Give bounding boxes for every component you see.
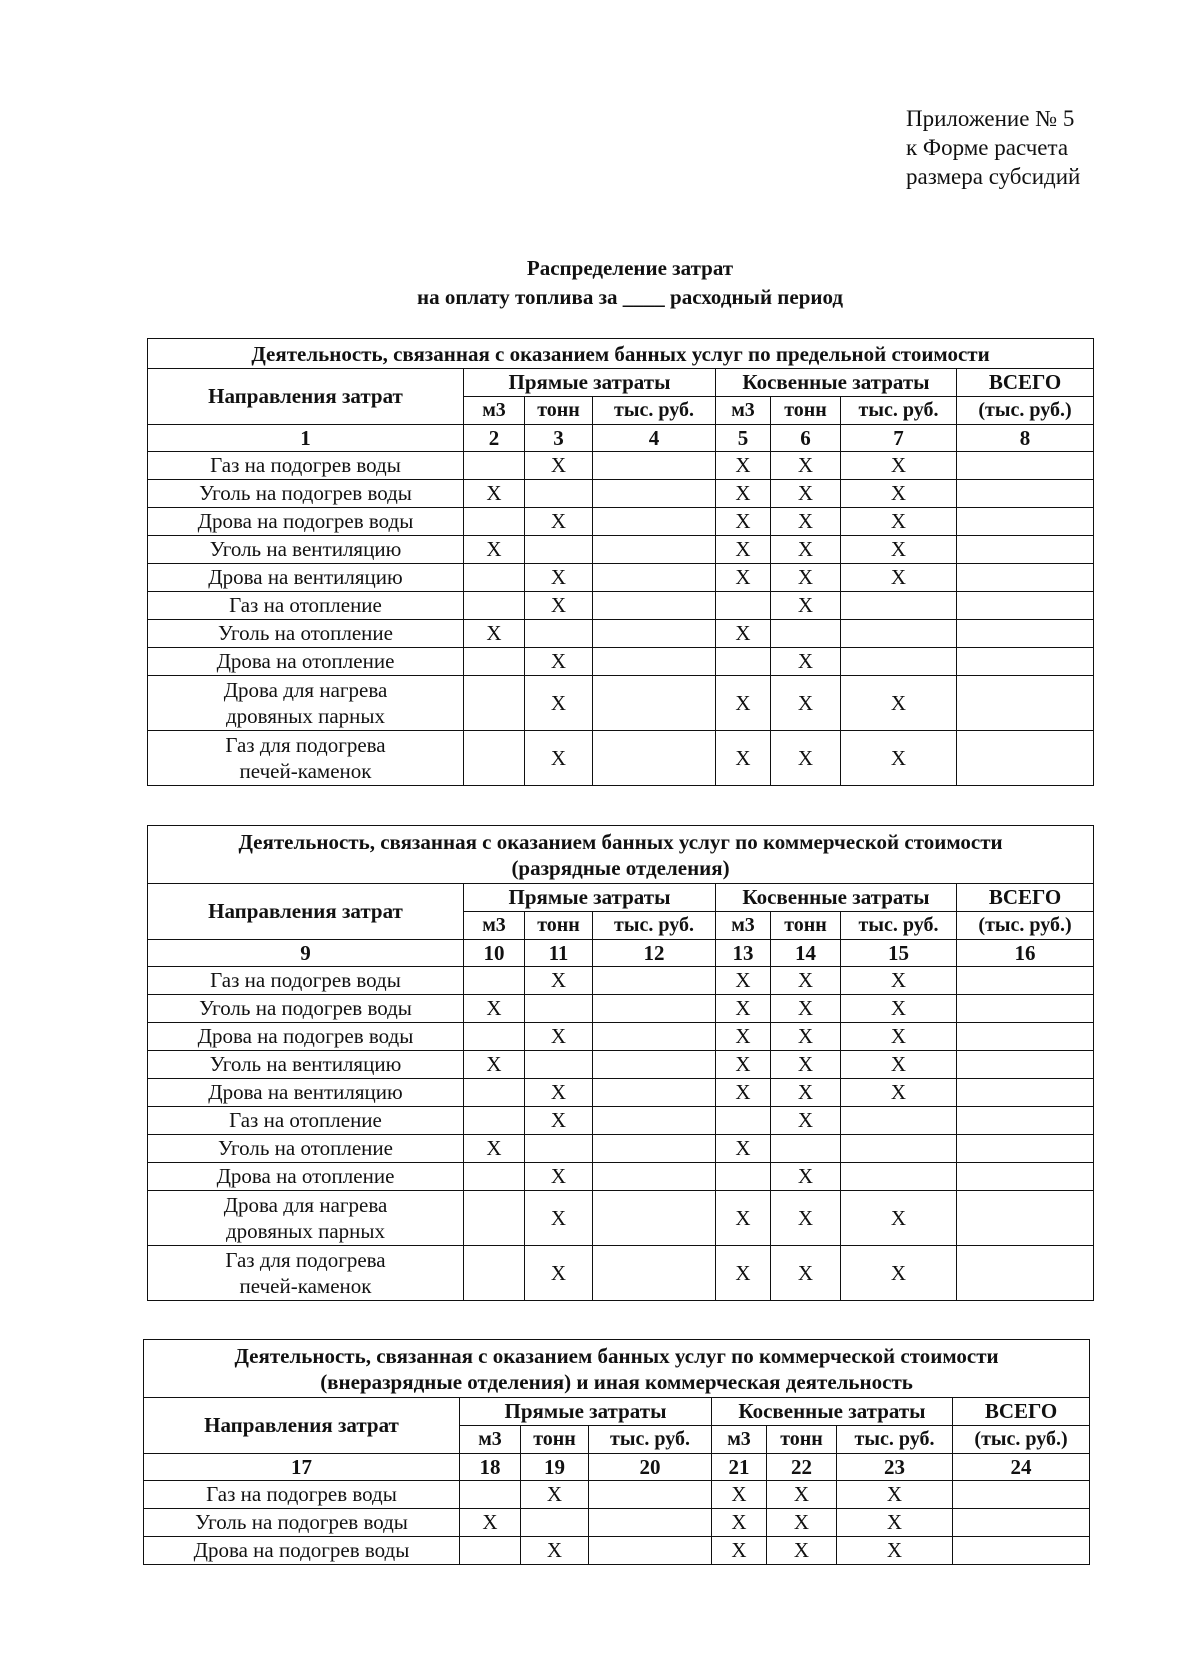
empty-cell — [957, 648, 1094, 676]
empty-cell — [589, 1509, 712, 1537]
empty-cell — [464, 731, 525, 786]
empty-cell — [593, 592, 716, 620]
empty-cell — [957, 1107, 1094, 1135]
row-label-line-1: Дрова для нагрева — [223, 1193, 388, 1217]
directions-header: Направления затрат — [144, 1398, 460, 1454]
indirect-costs-header: Косвенные затраты — [716, 884, 957, 912]
column-number: 9 — [148, 940, 464, 967]
not-applicable-mark: Х — [771, 1107, 841, 1135]
not-applicable-mark: Х — [771, 508, 841, 536]
directions-header: Направления затрат — [148, 884, 464, 940]
empty-cell — [957, 620, 1094, 648]
not-applicable-mark: Х — [712, 1481, 767, 1509]
empty-cell — [957, 676, 1094, 731]
cost-table-1 — [147, 338, 1094, 786]
not-applicable-mark: Х — [841, 731, 957, 786]
empty-cell — [957, 536, 1094, 564]
row-label-line-2: печей-каменок — [239, 759, 372, 783]
not-applicable-mark: Х — [525, 1246, 593, 1301]
not-applicable-mark: Х — [525, 452, 593, 480]
not-applicable-mark: Х — [525, 1107, 593, 1135]
empty-cell — [841, 620, 957, 648]
indirect-costs-header: Косвенные затраты — [716, 369, 957, 397]
not-applicable-mark: Х — [521, 1481, 589, 1509]
table-row — [144, 1537, 1090, 1565]
column-number: 6 — [771, 425, 841, 452]
empty-cell — [593, 564, 716, 592]
not-applicable-mark: Х — [771, 1246, 841, 1301]
unit-m3-header: м3 — [712, 1426, 767, 1454]
empty-cell — [593, 508, 716, 536]
row-label: Уголь на отопление — [148, 620, 464, 648]
row-label: Газ на подогрев воды — [148, 452, 464, 480]
not-applicable-mark: Х — [841, 480, 957, 508]
not-applicable-mark: Х — [771, 1191, 841, 1246]
unit-m3-header: м3 — [464, 397, 525, 425]
column-number: 13 — [716, 940, 771, 967]
not-applicable-mark: Х — [464, 1051, 525, 1079]
appendix-line-3: размера субсидий — [906, 164, 1081, 189]
not-applicable-mark: Х — [716, 1051, 771, 1079]
section-title — [148, 826, 1094, 884]
unit-m3-header: м3 — [460, 1426, 521, 1454]
row-label: Дрова на подогрев воды — [144, 1537, 460, 1565]
empty-cell — [841, 648, 957, 676]
empty-cell — [716, 1107, 771, 1135]
unit-rub-header: тыс. руб. — [837, 1426, 953, 1454]
empty-cell — [464, 592, 525, 620]
table-row — [148, 564, 1094, 592]
not-applicable-mark: Х — [525, 1079, 593, 1107]
empty-cell — [771, 620, 841, 648]
table-row — [148, 1079, 1094, 1107]
appendix-line-2: к Форме расчета — [906, 135, 1069, 160]
empty-cell — [460, 1481, 521, 1509]
not-applicable-mark: Х — [771, 1163, 841, 1191]
not-applicable-mark: Х — [525, 731, 593, 786]
empty-cell — [957, 1023, 1094, 1051]
not-applicable-mark: Х — [464, 536, 525, 564]
total-header: ВСЕГО — [957, 369, 1094, 397]
not-applicable-mark: Х — [525, 1023, 593, 1051]
not-applicable-mark: Х — [841, 676, 957, 731]
not-applicable-mark: Х — [837, 1509, 953, 1537]
table-row — [148, 1135, 1094, 1163]
empty-cell — [953, 1537, 1090, 1565]
cost-table-2 — [147, 825, 1094, 1301]
empty-cell — [593, 620, 716, 648]
row-label: Дрова на подогрев воды — [148, 1023, 464, 1051]
empty-cell — [464, 508, 525, 536]
not-applicable-mark: Х — [712, 1509, 767, 1537]
empty-cell — [957, 1051, 1094, 1079]
unit-ton-header: тонн — [767, 1426, 837, 1454]
empty-cell — [593, 995, 716, 1023]
not-applicable-mark: Х — [464, 1135, 525, 1163]
not-applicable-mark: Х — [464, 995, 525, 1023]
row-label-line-2: дровяных парных — [226, 704, 385, 728]
section-title — [144, 1340, 1090, 1398]
empty-cell — [464, 648, 525, 676]
empty-cell — [593, 1051, 716, 1079]
empty-cell — [716, 1163, 771, 1191]
not-applicable-mark: Х — [525, 564, 593, 592]
document-title — [300, 254, 960, 312]
empty-cell — [464, 676, 525, 731]
column-number: 2 — [464, 425, 525, 452]
total-header: ВСЕГО — [953, 1398, 1090, 1426]
appendix-line-1: Приложение № 5 — [906, 106, 1075, 131]
not-applicable-mark: Х — [525, 967, 593, 995]
not-applicable-mark: Х — [771, 452, 841, 480]
empty-cell — [593, 1135, 716, 1163]
not-applicable-mark: Х — [841, 1246, 957, 1301]
not-applicable-mark: Х — [525, 508, 593, 536]
not-applicable-mark: Х — [521, 1537, 589, 1565]
table-row — [148, 620, 1094, 648]
column-number: 5 — [716, 425, 771, 452]
empty-cell — [593, 1246, 716, 1301]
column-number: 23 — [837, 1454, 953, 1481]
column-number: 19 — [521, 1454, 589, 1481]
not-applicable-mark: Х — [841, 1191, 957, 1246]
empty-cell — [957, 452, 1094, 480]
not-applicable-mark: Х — [716, 508, 771, 536]
row-label: Дрова на отопление — [148, 1163, 464, 1191]
row-label: Дрова на отопление — [148, 648, 464, 676]
column-number: 12 — [593, 940, 716, 967]
not-applicable-mark: Х — [716, 995, 771, 1023]
empty-cell — [464, 1079, 525, 1107]
cost-table-3 — [143, 1339, 1090, 1565]
not-applicable-mark: Х — [525, 592, 593, 620]
not-applicable-mark: Х — [716, 620, 771, 648]
row-label-line-1: Дрова для нагрева — [223, 678, 388, 702]
not-applicable-mark: Х — [716, 731, 771, 786]
empty-cell — [593, 967, 716, 995]
row-label: Дрова на подогрев воды — [148, 508, 464, 536]
not-applicable-mark: Х — [841, 1051, 957, 1079]
row-label: Уголь на подогрев воды — [148, 480, 464, 508]
not-applicable-mark: Х — [841, 452, 957, 480]
directions-header: Направления затрат — [148, 369, 464, 425]
not-applicable-mark: Х — [525, 676, 593, 731]
unit-ton-header: тонн — [771, 397, 841, 425]
column-number: 14 — [771, 940, 841, 967]
empty-cell — [841, 1163, 957, 1191]
table-row — [148, 967, 1094, 995]
empty-cell — [525, 1051, 593, 1079]
empty-cell — [593, 452, 716, 480]
column-number: 10 — [464, 940, 525, 967]
column-number: 8 — [957, 425, 1094, 452]
section-title-line-2: (внеразрядные отделения) и иная коммерческая деятельность — [320, 1369, 913, 1394]
empty-cell — [464, 1107, 525, 1135]
empty-cell — [593, 1107, 716, 1135]
table-row — [148, 1246, 1094, 1301]
not-applicable-mark: Х — [716, 1079, 771, 1107]
unit-ton-header: тонн — [521, 1426, 589, 1454]
empty-cell — [464, 1023, 525, 1051]
title-line-2: на оплату топлива за ____ расходный период — [416, 285, 844, 309]
empty-cell — [593, 676, 716, 731]
empty-cell — [593, 1191, 716, 1246]
total-unit-header: (тыс. руб.) — [957, 912, 1094, 940]
not-applicable-mark: Х — [771, 564, 841, 592]
not-applicable-mark: Х — [767, 1481, 837, 1509]
empty-cell — [771, 1135, 841, 1163]
empty-cell — [593, 1079, 716, 1107]
column-number: 21 — [712, 1454, 767, 1481]
row-label: Уголь на подогрев воды — [144, 1509, 460, 1537]
empty-cell — [716, 648, 771, 676]
row-label: Уголь на подогрев воды — [148, 995, 464, 1023]
not-applicable-mark: Х — [771, 967, 841, 995]
not-applicable-mark: Х — [841, 536, 957, 564]
not-applicable-mark: Х — [712, 1537, 767, 1565]
empty-cell — [593, 731, 716, 786]
table-row — [148, 508, 1094, 536]
unit-rub-header: тыс. руб. — [593, 397, 716, 425]
empty-cell — [464, 1163, 525, 1191]
row-label: Уголь на вентиляцию — [148, 536, 464, 564]
not-applicable-mark: Х — [771, 536, 841, 564]
row-label: Уголь на вентиляцию — [148, 1051, 464, 1079]
empty-cell — [593, 1023, 716, 1051]
not-applicable-mark: Х — [771, 1023, 841, 1051]
column-number: 22 — [767, 1454, 837, 1481]
not-applicable-mark: Х — [841, 1023, 957, 1051]
row-label — [148, 676, 464, 731]
table-row — [148, 731, 1094, 786]
not-applicable-mark: Х — [771, 592, 841, 620]
not-applicable-mark: Х — [771, 731, 841, 786]
empty-cell — [464, 1246, 525, 1301]
empty-cell — [593, 480, 716, 508]
unit-m3-header: м3 — [716, 912, 771, 940]
row-label-line-1: Газ для подогрева — [225, 733, 386, 757]
empty-cell — [953, 1481, 1090, 1509]
unit-m3-header: м3 — [464, 912, 525, 940]
direct-costs-header: Прямые затраты — [460, 1398, 712, 1426]
empty-cell — [957, 1246, 1094, 1301]
empty-cell — [957, 1163, 1094, 1191]
row-label — [148, 1246, 464, 1301]
empty-cell — [841, 1135, 957, 1163]
row-label: Дрова на вентиляцию — [148, 564, 464, 592]
not-applicable-mark: Х — [464, 480, 525, 508]
not-applicable-mark: Х — [841, 564, 957, 592]
empty-cell — [525, 620, 593, 648]
not-applicable-mark: Х — [771, 1079, 841, 1107]
table-row — [144, 1481, 1090, 1509]
table-row — [148, 648, 1094, 676]
column-number: 11 — [525, 940, 593, 967]
total-header: ВСЕГО — [957, 884, 1094, 912]
table-row — [148, 1107, 1094, 1135]
not-applicable-mark: Х — [841, 1079, 957, 1107]
not-applicable-mark: Х — [464, 620, 525, 648]
not-applicable-mark: Х — [841, 508, 957, 536]
unit-rub-header: тыс. руб. — [841, 912, 957, 940]
empty-cell — [593, 1163, 716, 1191]
not-applicable-mark: Х — [716, 1023, 771, 1051]
not-applicable-mark: Х — [771, 480, 841, 508]
row-label: Газ на отопление — [148, 1107, 464, 1135]
row-label: Газ на отопление — [148, 592, 464, 620]
unit-ton-header: тонн — [525, 912, 593, 940]
unit-rub-header: тыс. руб. — [841, 397, 957, 425]
column-number: 24 — [953, 1454, 1090, 1481]
empty-cell — [464, 1191, 525, 1246]
column-number: 20 — [589, 1454, 712, 1481]
column-number: 7 — [841, 425, 957, 452]
empty-cell — [464, 564, 525, 592]
not-applicable-mark: Х — [837, 1537, 953, 1565]
empty-cell — [953, 1509, 1090, 1537]
empty-cell — [521, 1509, 589, 1537]
column-number: 1 — [148, 425, 464, 452]
not-applicable-mark: Х — [716, 564, 771, 592]
row-label — [148, 731, 464, 786]
empty-cell — [525, 480, 593, 508]
table-row — [148, 1163, 1094, 1191]
empty-cell — [716, 592, 771, 620]
not-applicable-mark: Х — [716, 452, 771, 480]
column-number: 15 — [841, 940, 957, 967]
not-applicable-mark: Х — [525, 648, 593, 676]
empty-cell — [464, 452, 525, 480]
table-row — [148, 1023, 1094, 1051]
not-applicable-mark: Х — [716, 967, 771, 995]
column-number: 16 — [957, 940, 1094, 967]
not-applicable-mark: Х — [716, 536, 771, 564]
unit-ton-header: тонн — [525, 397, 593, 425]
empty-cell — [957, 480, 1094, 508]
not-applicable-mark: Х — [460, 1509, 521, 1537]
not-applicable-mark: Х — [716, 1135, 771, 1163]
empty-cell — [593, 536, 716, 564]
empty-cell — [957, 995, 1094, 1023]
row-label-line-2: дровяных парных — [226, 1219, 385, 1243]
not-applicable-mark: Х — [767, 1537, 837, 1565]
table-row — [148, 536, 1094, 564]
table-row — [148, 1191, 1094, 1246]
not-applicable-mark: Х — [837, 1481, 953, 1509]
column-number: 4 — [593, 425, 716, 452]
not-applicable-mark: Х — [716, 1246, 771, 1301]
direct-costs-header: Прямые затраты — [464, 884, 716, 912]
column-number: 17 — [144, 1454, 460, 1481]
column-number: 18 — [460, 1454, 521, 1481]
not-applicable-mark: Х — [771, 995, 841, 1023]
table-row — [144, 1509, 1090, 1537]
not-applicable-mark: Х — [716, 1191, 771, 1246]
unit-rub-header: тыс. руб. — [593, 912, 716, 940]
empty-cell — [525, 1135, 593, 1163]
empty-cell — [525, 995, 593, 1023]
not-applicable-mark: Х — [771, 1051, 841, 1079]
not-applicable-mark: Х — [716, 676, 771, 731]
not-applicable-mark: Х — [771, 676, 841, 731]
indirect-costs-header: Косвенные затраты — [712, 1398, 953, 1426]
total-unit-header: (тыс. руб.) — [957, 397, 1094, 425]
empty-cell — [589, 1537, 712, 1565]
empty-cell — [957, 1191, 1094, 1246]
row-label-line-2: печей-каменок — [239, 1274, 372, 1298]
not-applicable-mark: Х — [525, 1163, 593, 1191]
table-row — [148, 452, 1094, 480]
row-label: Газ на подогрев воды — [144, 1481, 460, 1509]
not-applicable-mark: Х — [716, 480, 771, 508]
appendix-reference — [906, 104, 1080, 191]
empty-cell — [841, 592, 957, 620]
section-title: Деятельность, связанная с оказанием банных услуг по предельной стоимости — [148, 339, 1094, 369]
section-title-line-1: Деятельность, связанная с оказанием банных услуг по коммерческой стоимости — [238, 829, 1003, 854]
empty-cell — [460, 1537, 521, 1565]
not-applicable-mark: Х — [841, 995, 957, 1023]
row-label: Уголь на отопление — [148, 1135, 464, 1163]
column-number: 3 — [525, 425, 593, 452]
section-title-line-2: (разрядные отделения) — [511, 855, 730, 880]
unit-rub-header: тыс. руб. — [589, 1426, 712, 1454]
total-unit-header: (тыс. руб.) — [953, 1426, 1090, 1454]
unit-m3-header: м3 — [716, 397, 771, 425]
table-row — [148, 676, 1094, 731]
table-row — [148, 480, 1094, 508]
empty-cell — [957, 1135, 1094, 1163]
row-label: Газ на подогрев воды — [148, 967, 464, 995]
row-label: Дрова на вентиляцию — [148, 1079, 464, 1107]
table-row — [148, 1051, 1094, 1079]
empty-cell — [593, 648, 716, 676]
table-row — [148, 592, 1094, 620]
table-row — [148, 995, 1094, 1023]
empty-cell — [957, 508, 1094, 536]
empty-cell — [957, 731, 1094, 786]
unit-ton-header: тонн — [771, 912, 841, 940]
section-title-line-1: Деятельность, связанная с оказанием банных услуг по коммерческой стоимости — [234, 1343, 999, 1368]
title-line-1: Распределение затрат — [526, 256, 734, 280]
empty-cell — [841, 1107, 957, 1135]
not-applicable-mark: Х — [767, 1509, 837, 1537]
not-applicable-mark: Х — [771, 648, 841, 676]
direct-costs-header: Прямые затраты — [464, 369, 716, 397]
empty-cell — [464, 967, 525, 995]
empty-cell — [957, 967, 1094, 995]
empty-cell — [957, 592, 1094, 620]
empty-cell — [525, 536, 593, 564]
empty-cell — [957, 564, 1094, 592]
row-label — [148, 1191, 464, 1246]
not-applicable-mark: Х — [525, 1191, 593, 1246]
empty-cell — [957, 1079, 1094, 1107]
not-applicable-mark: Х — [841, 967, 957, 995]
empty-cell — [589, 1481, 712, 1509]
row-label-line-1: Газ для подогрева — [225, 1248, 386, 1272]
